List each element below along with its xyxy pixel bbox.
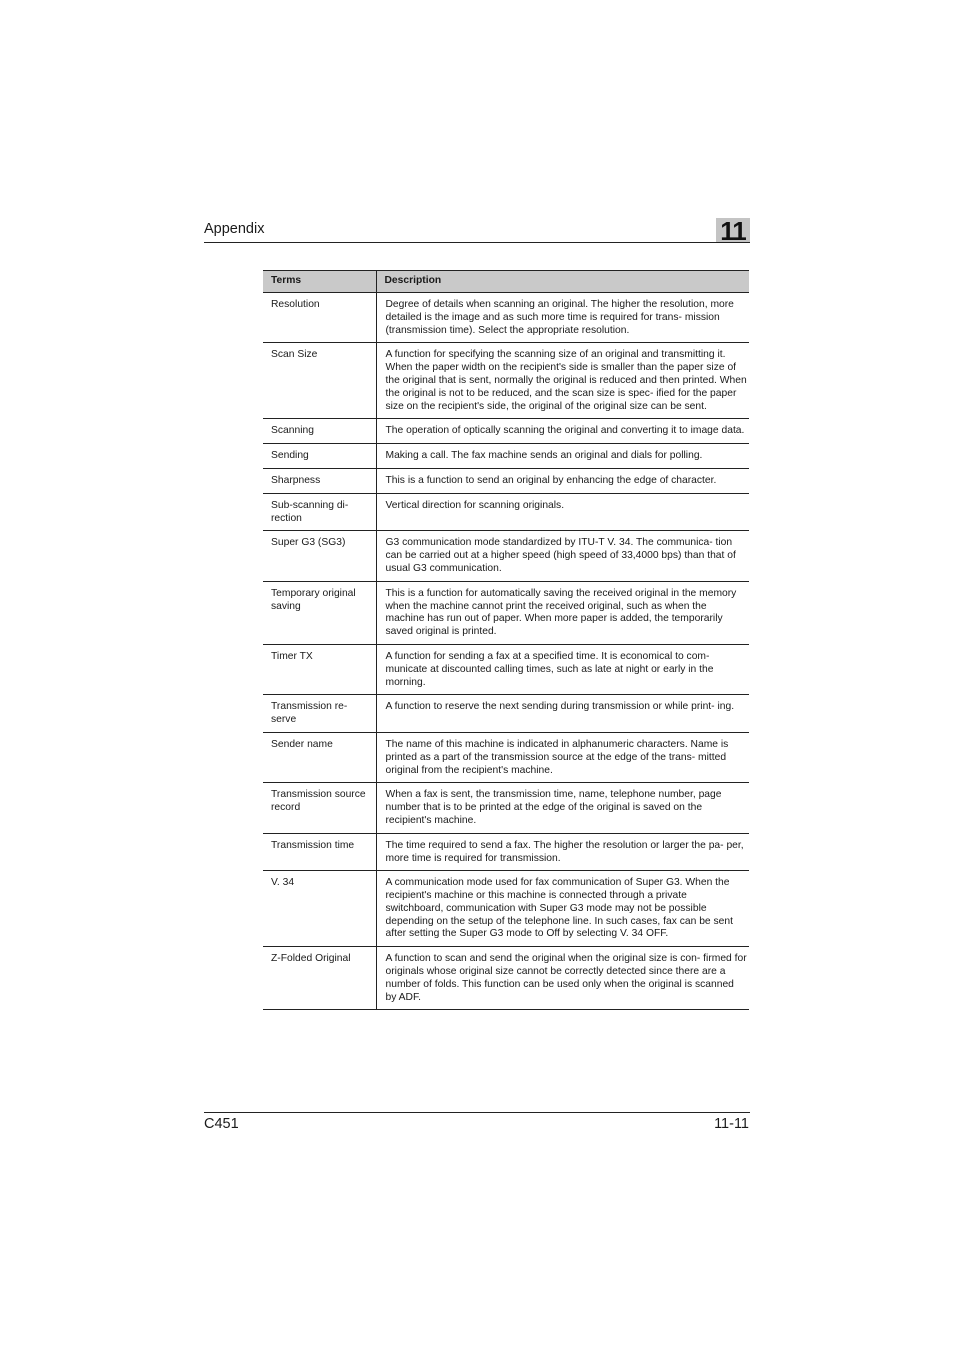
description-cell: A function for sending a fax at a specified time. It is economical to com- municate at discounted calling times, such as late at night or early in the morning. xyxy=(376,644,749,694)
term-cell: Z-Folded Original xyxy=(263,947,376,1010)
description-cell: The operation of optically scanning the original and converting it to image data. xyxy=(376,419,749,444)
description-cell: A function to reserve the next sending during transmission or while print- ing. xyxy=(376,695,749,733)
footer-divider xyxy=(204,1112,750,1113)
header-divider xyxy=(204,242,750,243)
table-row xyxy=(263,468,749,493)
term-cell: Sending xyxy=(263,444,376,469)
description-cell: Vertical direction for scanning originals. xyxy=(376,493,749,531)
table-row xyxy=(263,644,749,694)
description-cell: Degree of details when scanning an original. The higher the resolution, more detailed is the image and as such more time is required for trans- mission (transmission time). Select the appropriate resolution. xyxy=(376,293,749,343)
table-row xyxy=(263,419,749,444)
description-cell: G3 communication mode standardized by ITU-T V. 34. The communica- tion can be carried out at a higher speed (high speed of 33,4000 bps) than that of usual G3 communication. xyxy=(376,531,749,581)
table-row xyxy=(263,493,749,531)
table-row xyxy=(263,783,749,833)
term-cell: Scan Size xyxy=(263,343,376,419)
table-row xyxy=(263,695,749,733)
term-cell: V. 34 xyxy=(263,871,376,947)
table-row xyxy=(263,732,749,782)
term-cell: Transmission source record xyxy=(263,783,376,833)
term-cell: Scanning xyxy=(263,419,376,444)
column-header-terms: Terms xyxy=(263,271,376,293)
table-row xyxy=(263,293,749,343)
footer-model-name: C451 xyxy=(204,1116,239,1132)
table-row xyxy=(263,581,749,644)
description-cell: A communication mode used for fax communication of Super G3. When the recipient's machine or this machine is connected through a private switchboard, communication with Super G3 mode may not be possible depending on the setup of the telephone line. In such cases, fax can be sent after setting the Super G3 mode to Off by selecting V. 34 OFF. xyxy=(376,871,749,947)
term-cell: Transmission time xyxy=(263,833,376,871)
chapter-number-badge: 11 xyxy=(716,218,750,242)
terms-table xyxy=(263,270,749,1010)
description-cell: A function to scan and send the original when the original size is con- firmed for originals whose original size cannot be correctly detected since there are a number of folds. This function can be used only when the original is scanned by ADF. xyxy=(376,947,749,1010)
description-cell: When a fax is sent, the transmission time, name, telephone number, page number that is to be printed at the edge of the original is saved on the recipient's machine. xyxy=(376,783,749,833)
term-cell: Resolution xyxy=(263,293,376,343)
table-row xyxy=(263,871,749,947)
term-cell: Temporary original saving xyxy=(263,581,376,644)
description-cell: This is a function for automatically saving the received original in the memory when the machine cannot print the received original, such as when the machine has run out of paper. When more paper is added, the temporarily saved original is printed. xyxy=(376,581,749,644)
table-row xyxy=(263,444,749,469)
term-cell: Sender name xyxy=(263,732,376,782)
description-cell: The time required to send a fax. The higher the resolution or larger the pa- per, more time is required for transmission. xyxy=(376,833,749,871)
description-cell: Making a call. The fax machine sends an original and dials for polling. xyxy=(376,444,749,469)
term-cell: Timer TX xyxy=(263,644,376,694)
description-cell: The name of this machine is indicated in alphanumeric characters. Name is printed as a part of the transmission source at the edge of the trans- mitted original from the recipient's machine. xyxy=(376,732,749,782)
table-row xyxy=(263,833,749,871)
section-title: Appendix xyxy=(204,221,265,237)
table-row xyxy=(263,947,749,1010)
term-cell: Sharpness xyxy=(263,468,376,493)
term-cell: Sub-scanning di- rection xyxy=(263,493,376,531)
table-row xyxy=(263,343,749,419)
description-cell: A function for specifying the scanning size of an original and transmitting it. When the paper width on the recipient's side is smaller than the paper size of the original that is sent, normally the original is reduced and then printed. When the original is not to be reduced, and the scan size is spec- ified for the paper size on the recipient's side, the original of the original size can be sent. xyxy=(376,343,749,419)
term-cell: Super G3 (SG3) xyxy=(263,531,376,581)
description-cell: This is a function to send an original by enhancing the edge of character. xyxy=(376,468,749,493)
table-header-row xyxy=(263,271,749,293)
footer-page-number: 11-11 xyxy=(714,1116,749,1132)
table-row xyxy=(263,531,749,581)
term-cell: Transmission re- serve xyxy=(263,695,376,733)
column-header-description: Description xyxy=(376,271,749,293)
